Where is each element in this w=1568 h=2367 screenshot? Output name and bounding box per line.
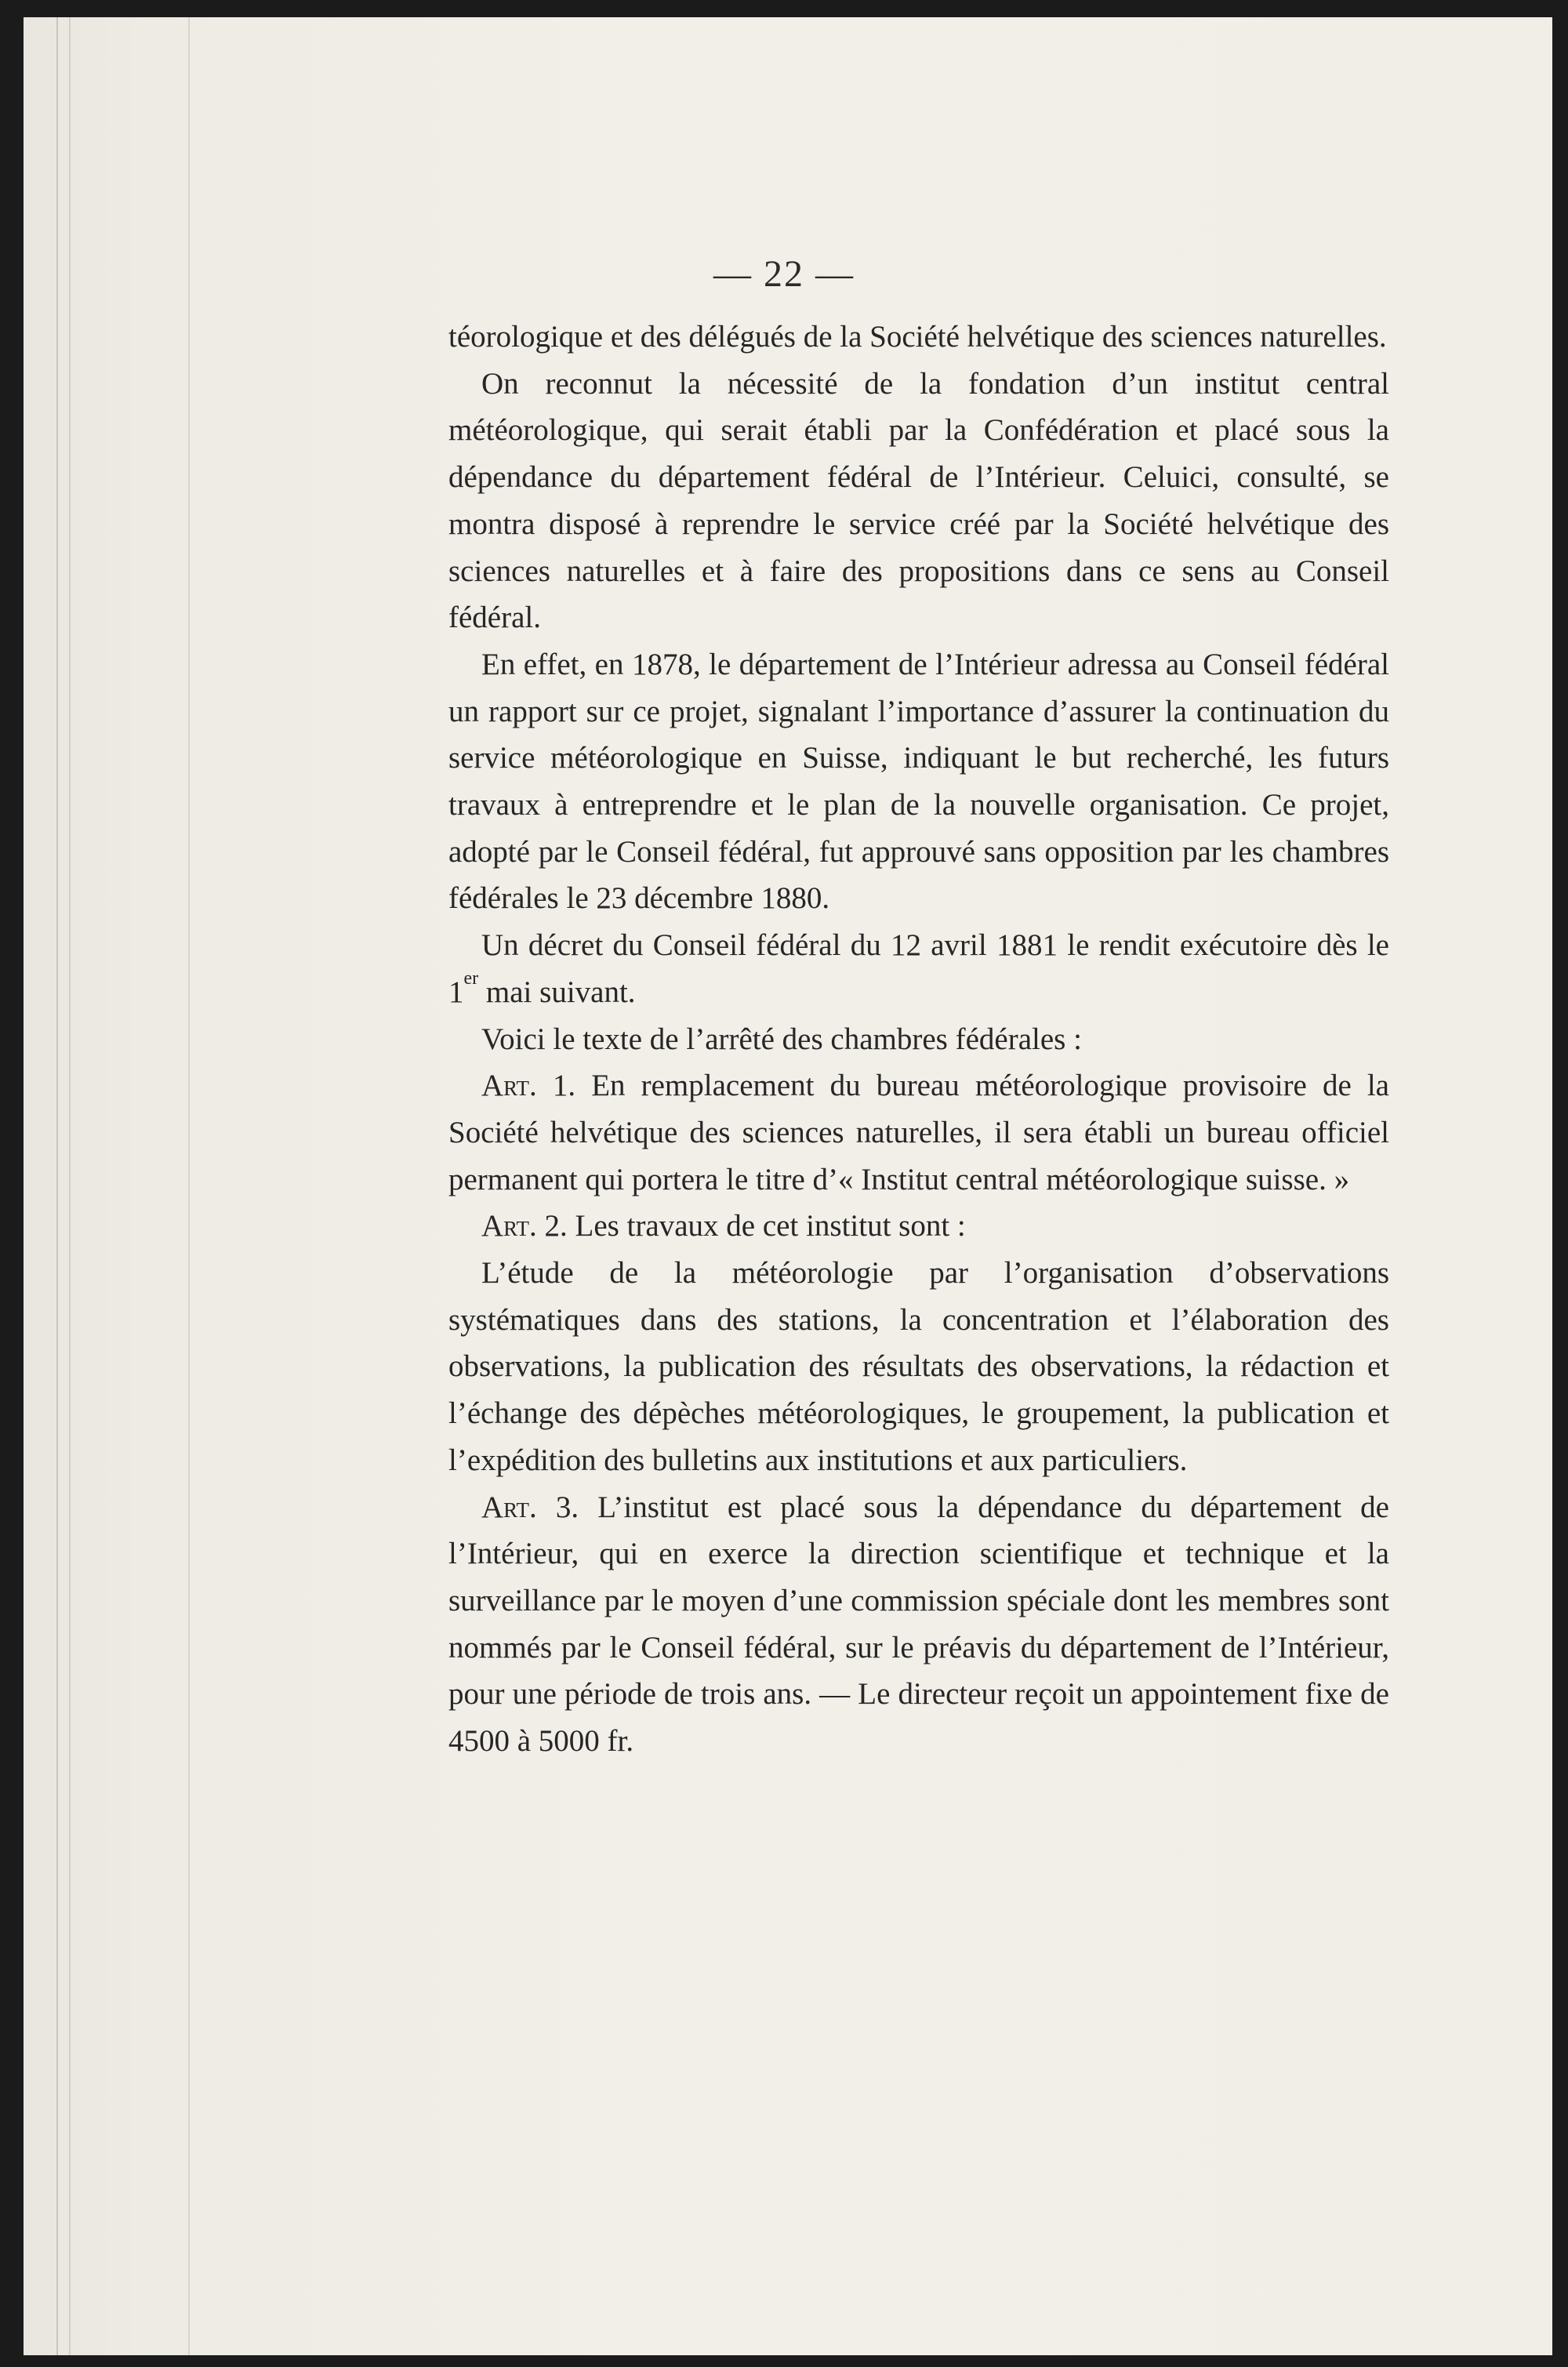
article-3: [448, 1484, 1389, 1765]
paragraph: On reconnut la nécessité de la fondation d’un institut central météorologique, qui serait établi par la Confédération et placé sous la dépendance du département fédéral de l’Intérieur. Celuici, consulté, se montra disposé à reprendre le service créé par la Société helvétique des sciences naturelles et à faire des propositions dans ce sens au Conseil fédéral.: [448, 366, 1389, 635]
page-edge-line: [69, 17, 71, 2355]
article-2: [448, 1203, 1389, 1250]
article-label: Art. 3.: [481, 1490, 579, 1524]
article-text: L’institut est placé sous la dépendance du département de l’Intérieur, qui en exerce la direction scientifique et technique et la surveillance par le moyen d’une commission spéciale dont les membres sont nommés par le Conseil fédéral, sur le préavis du département de l’Intérieur, pour une période de trois ans. — Le directeur reçoit un appointement fixe de 4500 à 5000 fr.: [448, 1490, 1389, 1759]
page-edge-line: [56, 17, 58, 2355]
body-text: [448, 314, 1389, 1765]
article-text: En remplacement du bureau météorologique provisoire de la Société helvétique des sciences naturelles, il sera établi un bureau officiel permanent qui portera le titre d’« Institut central météorologique suisse. »: [448, 1069, 1389, 1196]
article-1: [448, 1062, 1389, 1203]
intro-paragraph: Voici le texte de l’arrêté des chambres fédérales :: [481, 1022, 1082, 1056]
decree-paragraph: [448, 922, 1389, 1015]
paragraph: En effet, en 1878, le département de l’Intérieur adressa au Conseil fédéral un rapport sur ce projet, signalant l’importance d’assurer la continuation du service météorologique en Suisse, indiquant le but recherché, les futurs travaux à entreprendre et le plan de la nouvelle organisation. Ce projet, adopté par le Conseil fédéral, fut approuvé sans opposition par les chambres fédérales le 23 décembre 1880.: [448, 647, 1389, 916]
decree-text: Un décret du Conseil fédéral du 12 avril 1881 le rendit exécutoire dès le 1: [448, 928, 1389, 1009]
article-text: Les travaux de cet institut sont :: [567, 1209, 966, 1243]
decree-text-end: mai suivant.: [478, 975, 636, 1009]
article-2-details: L’étude de la météorologie par l’organisation d’observations systématiques dans des stations, la concentration et l’élaboration des observations, la publication des résultats des observations, la rédaction et l’échange des dépèches météorologiques, le groupement, la publication et l’expédition des bulletins aux institutions et aux particuliers.: [448, 1256, 1389, 1477]
article-label: Art. 1.: [481, 1069, 576, 1103]
article-label: Art. 2.: [481, 1209, 568, 1243]
page-edge-line: [188, 17, 190, 2355]
superscript: er: [463, 967, 479, 989]
paragraph: téorologique et des délégués de la Société helvétique des sciences naturelles.: [448, 320, 1387, 354]
page-number: — 22 —: [713, 253, 855, 295]
